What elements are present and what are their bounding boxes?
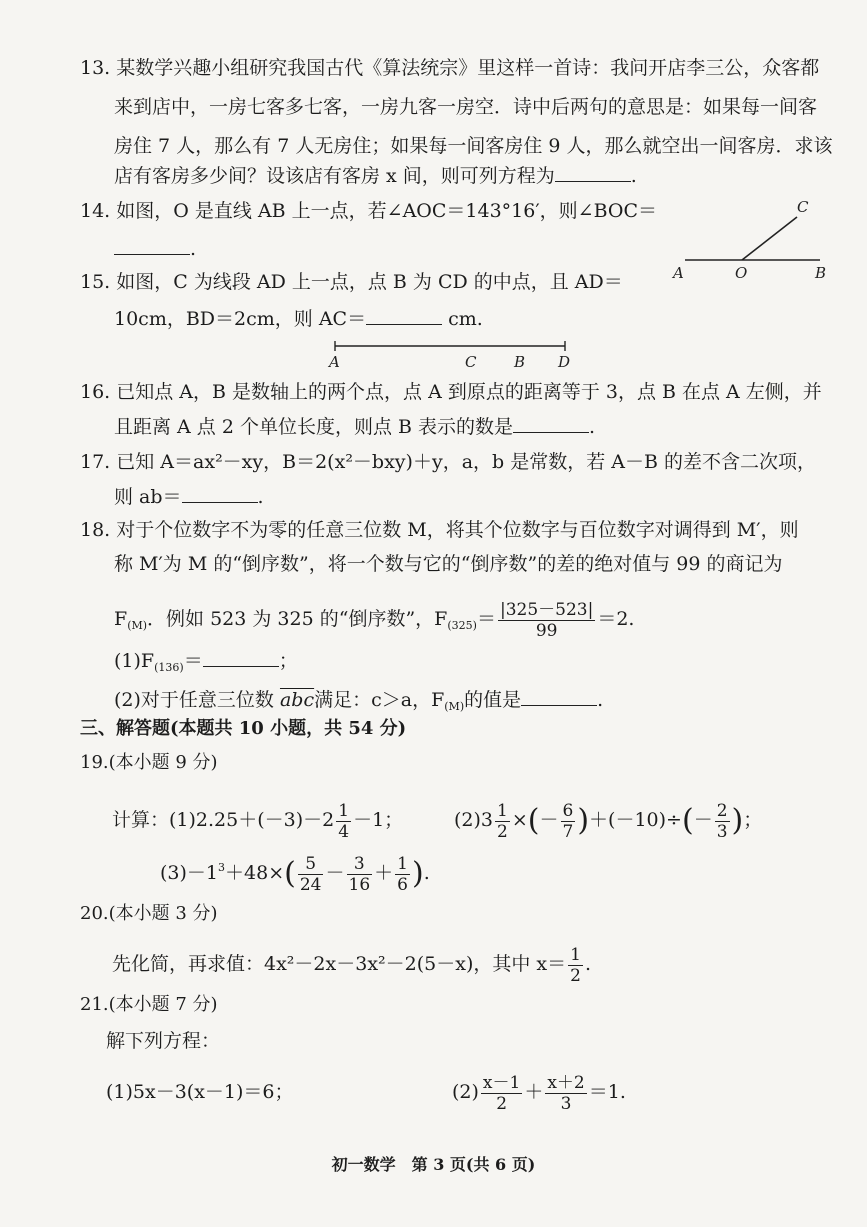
q14-end: .: [190, 238, 197, 260]
frac-den: 24: [299, 874, 322, 895]
q16-line1: [80, 381, 822, 403]
q18-f-sub: (M): [127, 619, 148, 632]
q18-eq: ＝: [476, 608, 496, 630]
q18-p2-end: .: [597, 689, 604, 711]
q16-line2: [114, 414, 595, 438]
label-d: D: [558, 353, 571, 371]
frac-den: 6: [397, 874, 408, 895]
q19-p2-frac3: [715, 801, 730, 842]
q18-p2-label: (2)对于任意三位数: [114, 689, 274, 711]
q18-p1-answer-blank[interactable]: [203, 648, 279, 667]
q18-fraction: [498, 600, 595, 641]
q13-line2: 来到店中，一房七客多七客，一房九客一房空．诗中后两句的意思是：如果每一间客: [114, 96, 818, 118]
q16-end: .: [589, 416, 596, 438]
paren-open: (: [527, 803, 540, 838]
label-a: A: [329, 353, 340, 371]
q16-text-2: 且距离 A 点 2 个单位长度，则点 B 表示的数是: [114, 416, 514, 438]
q13-text-4: 店有客房多少间？设该店有客房 x 间，则可列方程为: [114, 165, 555, 187]
q21-p2-end: ＝1.: [588, 1081, 626, 1103]
label-b: B: [815, 264, 827, 282]
q19-part2: [454, 798, 762, 843]
q15-text-1: 如图，C 为线段 AD 上一点，点 B 为 CD 的中点，且 AD＝: [116, 271, 623, 293]
q19-p3-a: (3)－1: [160, 862, 219, 884]
q18-p2-sub: (M): [444, 700, 465, 713]
q19-p2-mid: ＋(－10)÷: [589, 809, 682, 831]
frac-den: 4: [338, 821, 350, 842]
q18-number: 18.: [80, 519, 111, 541]
q19-p2-a: (2)3: [454, 809, 494, 831]
section-3-heading: 三、解答题(本题共 10 小题，共 54 分): [80, 718, 407, 739]
paren-close: ): [411, 856, 424, 891]
frac-den: 3: [716, 821, 728, 842]
q21-intro: 解下列方程：: [106, 1030, 221, 1052]
q15-answer-blank[interactable]: [366, 306, 442, 325]
q15-line1: [80, 271, 623, 293]
q21-frac1: [481, 1073, 522, 1114]
q18-p1-end: ；: [278, 650, 298, 672]
q18-text-1: 对于个位数字不为零的任意三位数 M，将其个位数字与百位数字对调得到 M′，则: [116, 519, 799, 541]
q18-p1-eq: ＝: [183, 650, 203, 672]
q13-line4: [114, 163, 637, 187]
q18-p2-cond: 满足：c＞a，F: [314, 689, 445, 711]
paren-open: (: [681, 803, 694, 838]
q15-segment-figure: [325, 334, 575, 374]
q17-text-2: 则 ab＝: [114, 486, 182, 508]
q19-number: 19.: [80, 752, 109, 773]
q18-p2-answer-blank[interactable]: [521, 687, 597, 706]
frac-num: x－1: [482, 1072, 521, 1093]
q18-result: ＝2.: [597, 608, 635, 630]
q19-points: (本小题 9 分): [108, 752, 218, 773]
q20-heading: [80, 903, 218, 925]
q19-p1-b: －1；: [353, 809, 404, 831]
frac-den: 7: [562, 821, 574, 842]
q21-p2-label: (2): [452, 1081, 479, 1103]
q20-expression: 先化简，再求值：4x²－2x－3x²－2(5－x)，其中 x＝: [112, 953, 567, 975]
q18-line3: [114, 597, 634, 648]
q18-line2: 称 M′为 M 的“倒序数”，将一个数与它的“倒序数”的差的绝对值与 99 的商记为: [114, 553, 783, 575]
q14-angle-figure: [665, 192, 835, 287]
q16-number: 16.: [80, 381, 111, 403]
frac-den: 3: [560, 1093, 572, 1114]
q17-text-1: 已知 A＝ax²－xy，B＝2(x²－bxy)＋y，a，b 是常数，若 A－B 的差不含二次项，: [116, 451, 816, 473]
paren-close: ): [731, 803, 744, 838]
q19-p2-end: ；: [743, 809, 763, 831]
q21-points: (本小题 7 分): [108, 994, 218, 1015]
q18-frac-numerator: |325－523|: [499, 599, 594, 620]
q20-number: 20.: [80, 903, 109, 924]
q18-p1-label: (1)F: [114, 650, 155, 672]
q18-line1: [80, 519, 799, 541]
q19-p2-minus2: －: [693, 809, 713, 831]
frac-num: 2: [716, 800, 728, 821]
frac-num: x＋2: [547, 1072, 585, 1093]
frac-num: 1: [497, 800, 508, 821]
q19-p2-times: ×: [511, 809, 528, 831]
q20-points: (本小题 3 分): [108, 903, 218, 924]
q15-line2: [114, 306, 483, 330]
q21-number: 21.: [80, 994, 109, 1015]
q13-text-1: 某数学兴趣小组研究我国古代《算法统宗》里这样一首诗：我问开店李三公，众客都: [116, 57, 820, 79]
q17-end: .: [257, 486, 264, 508]
label-a: A: [673, 264, 684, 282]
frac-num: 1: [397, 853, 408, 874]
paren-open: (: [284, 856, 296, 891]
q19-p1-a: (1)2.25＋(－3)－2: [169, 809, 335, 831]
q19-p2-frac2: [561, 801, 576, 842]
frac-num: 3: [347, 854, 373, 875]
q20-frac: [568, 945, 583, 986]
q16-answer-blank[interactable]: [513, 414, 589, 433]
q19-p2-minus1: －: [539, 809, 559, 831]
q20-text: [112, 942, 591, 986]
q18-f: F: [114, 608, 128, 630]
frac-den: 2: [497, 821, 508, 842]
q20-end: .: [584, 953, 591, 975]
q14-text: 如图，O 是直线 AB 上一点，若∠AOC＝143°16′，则∠BOC＝: [116, 200, 658, 222]
q15-unit: cm.: [448, 308, 483, 330]
q18-frac-denominator: 99: [535, 620, 558, 641]
q17-line2: [114, 484, 264, 508]
q19-heading: [80, 752, 218, 774]
q18-part2: [114, 687, 603, 718]
q13-line3: 房住 7 人，那么有 7 人无房住；如果每一间客房住 9 人，那么就空出一间客房．求该: [114, 135, 833, 157]
page-footer: 初一数学 第 3 页(共 6 页): [331, 1155, 536, 1174]
q21-heading: [80, 994, 218, 1016]
q13-number: 13.: [80, 57, 111, 79]
frac-num: 1: [570, 944, 581, 965]
q18-p2-text: 的值是: [464, 689, 522, 711]
label-b: B: [514, 353, 526, 371]
q21-part1: (1)5x－3(x－1)＝6；: [106, 1081, 294, 1103]
q14-answer-blank[interactable]: [114, 236, 190, 255]
q16-text-1: 已知点 A，B 是数轴上的两个点，点 A 到原点的距离等于 3，点 B 在点 A 左侧，并: [116, 381, 822, 403]
q18-abc: $\overline{abc}$: [279, 689, 315, 711]
paren-close: ): [577, 803, 590, 838]
q14-line2: [114, 236, 196, 260]
q19-p3-frac2: [347, 854, 373, 895]
q19-p3-end: .: [423, 862, 430, 884]
q21-part2: [452, 1070, 626, 1114]
q19-p3-frac3: [395, 854, 410, 895]
q14-line1: [80, 200, 657, 222]
frac-den: 2: [496, 1093, 508, 1114]
q14-number: 14.: [80, 200, 111, 222]
q18-p1-sub: (136): [154, 661, 184, 674]
q19-p3-minus: －: [325, 862, 345, 884]
q17-number: 17.: [80, 451, 111, 473]
ray-oc: [742, 217, 797, 260]
q13-line1: [80, 57, 819, 79]
frac-den: 2: [570, 965, 581, 986]
q17-answer-blank[interactable]: [182, 484, 258, 503]
q18-f-sub-325: (325): [447, 619, 477, 632]
q19-part1: [112, 798, 403, 842]
q19-p1-frac: [336, 801, 351, 842]
q15-number: 15.: [80, 271, 111, 293]
q21-plus: ＋: [524, 1081, 544, 1103]
q15-text-2: 10cm，BD＝2cm，则 AC＝: [114, 308, 367, 330]
q18-part1: [114, 648, 298, 679]
q19-p3-frac1: [298, 854, 324, 895]
frac-den: 16: [348, 874, 371, 895]
frac-num: 5: [298, 854, 324, 875]
label-c: C: [465, 353, 477, 371]
q19-p3-b: ＋48×: [225, 862, 285, 884]
q19-calc-label: 计算：: [112, 809, 170, 831]
q13-end: .: [630, 165, 637, 187]
q21-frac2: [545, 1073, 586, 1114]
q19-p3-exp: 3: [218, 861, 226, 874]
frac-num: 1: [338, 800, 350, 821]
frac-num: 6: [562, 800, 574, 821]
q18-example: ．例如 523 为 325 的“倒序数”，F: [147, 608, 448, 630]
label-o: O: [735, 264, 748, 282]
label-c: C: [797, 198, 809, 216]
q13-answer-blank[interactable]: [555, 163, 631, 182]
q17-line1: [80, 451, 816, 473]
q19-p2-frac1: [495, 801, 510, 842]
q19-part3: [160, 844, 430, 898]
q19-p3-plus: ＋: [374, 862, 394, 884]
